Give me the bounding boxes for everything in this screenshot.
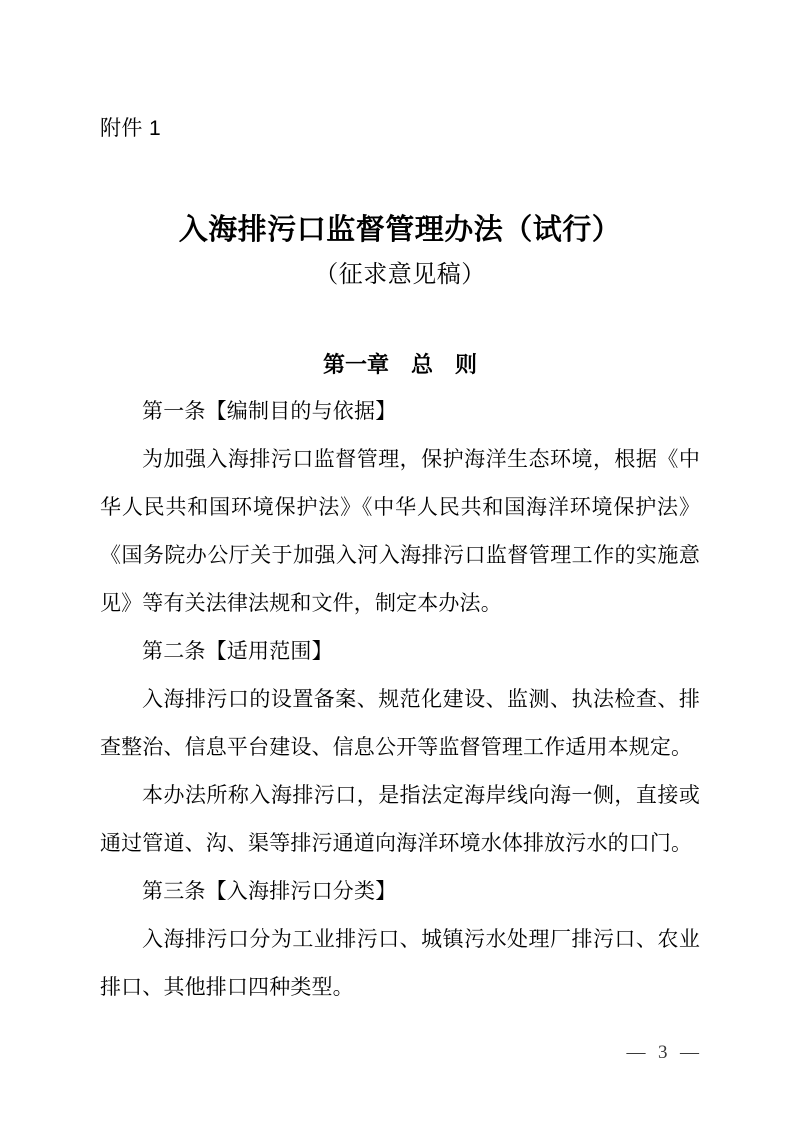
article-paragraph: 入海排污口的设置备案、规范化建设、监测、执法检查、排查整治、信息平台建设、信息公开等监督管理工作适用本规定。 bbox=[100, 688, 700, 759]
document-body bbox=[100, 388, 700, 1012]
article-paragraph: 入海排污口分为工业排污口、城镇污水处理厂排污口、农业排口、其他排口四种类型。 bbox=[100, 928, 700, 999]
chapter-heading: 第一章 总 则 bbox=[322, 352, 477, 378]
document-subtitle: （征求意见稿） bbox=[314, 261, 486, 288]
article-heading: 第一条【编制目的与依据】 bbox=[142, 400, 397, 423]
page-title: 入海排污口监督管理办法（试行） bbox=[178, 214, 622, 247]
article-paragraph: 本办法所称入海排污口，是指法定海岸线向海一侧，直接或通过管道、沟、渠等排污通道向海洋环境水体排放污水的口门。 bbox=[100, 784, 700, 855]
article-heading: 第三条【入海排污口分类】 bbox=[142, 880, 397, 903]
attachment-label: 附件 1 bbox=[100, 117, 162, 140]
page-number-footer: — 3 — bbox=[626, 1042, 700, 1063]
article-paragraph: 为加强入海排污口监督管理，保护海洋生态环境，根据《中华人民共和国环境保护法》《中华人民共和国海洋环境保护法》《国务院办公厅关于加强入河入海排污口监督管理工作的实施意见》等有关法律法规和文件，制定本办法。 bbox=[100, 448, 700, 615]
article-heading: 第二条【适用范围】 bbox=[142, 640, 333, 663]
